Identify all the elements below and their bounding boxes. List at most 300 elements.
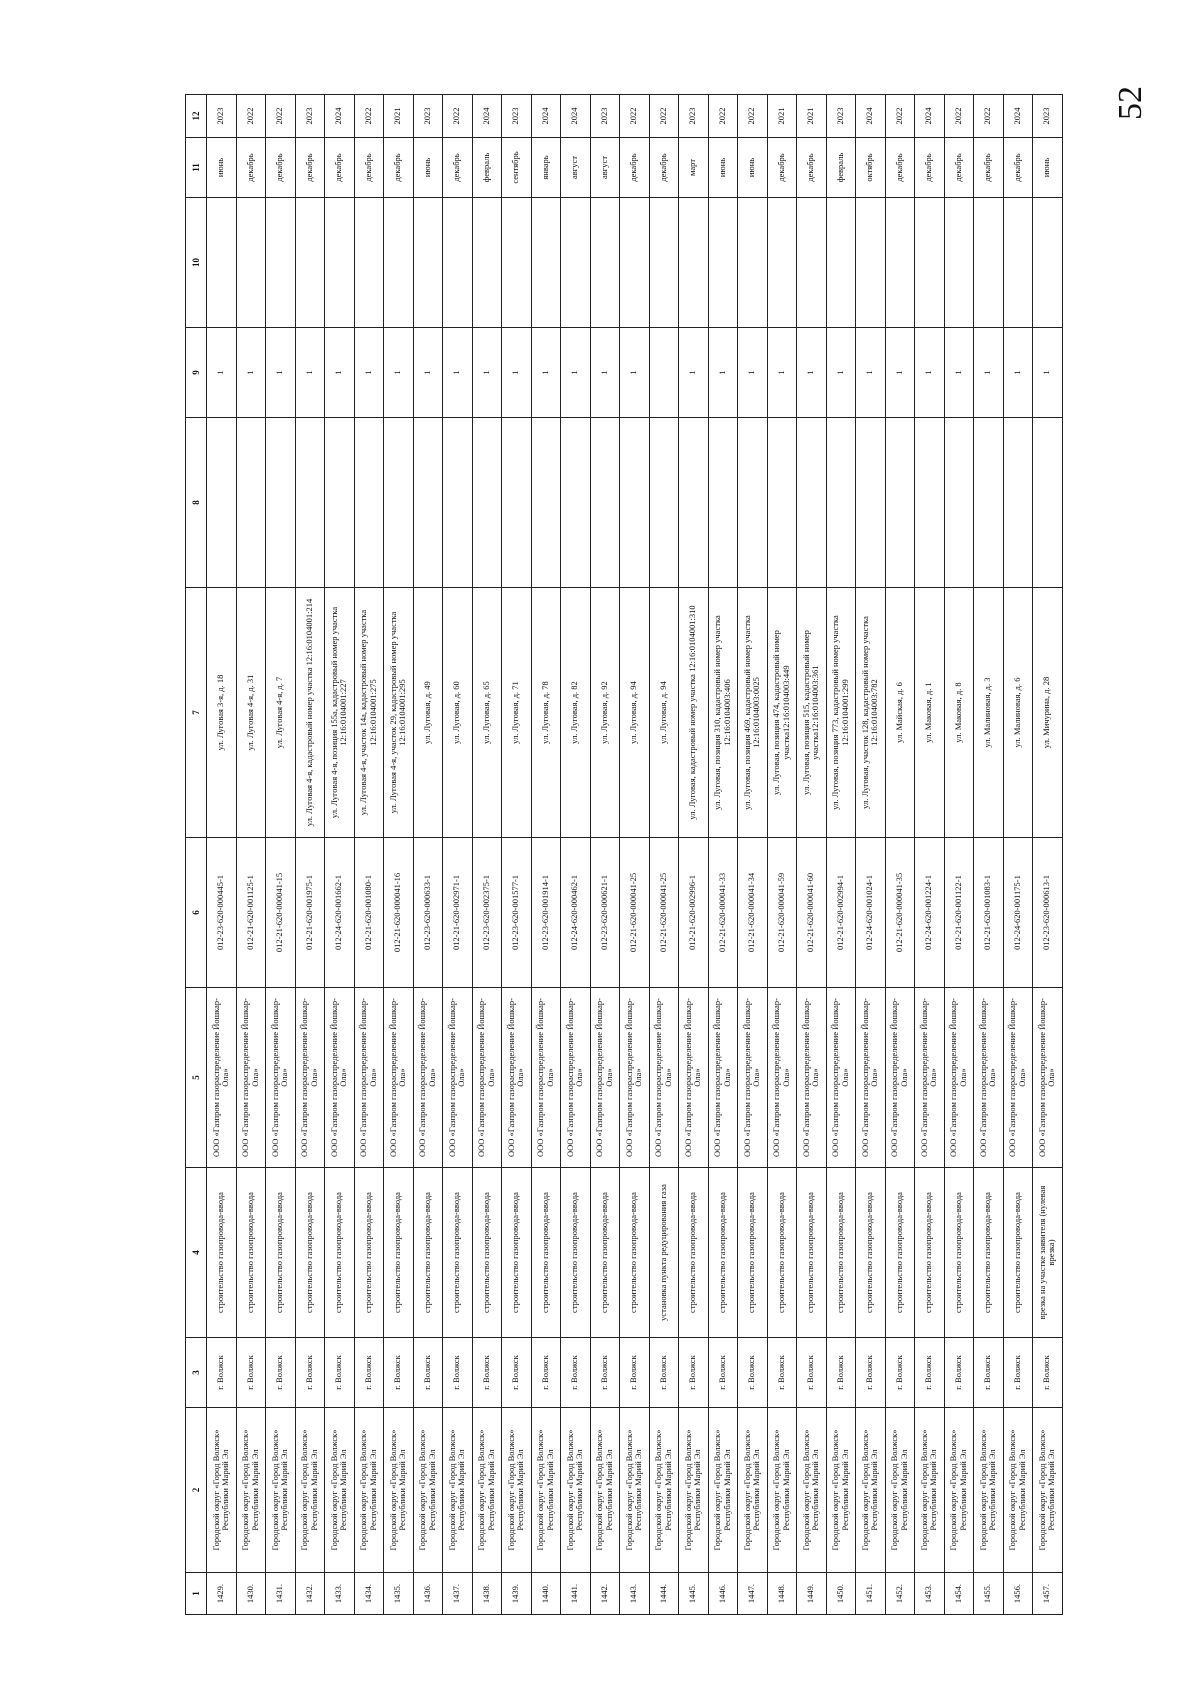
year-cell: 2023 bbox=[590, 95, 620, 138]
work-type-cell: строительство газопровода-ввода bbox=[826, 1168, 856, 1338]
address-cell: ул. Луговая 4-я, кадастровый номер участка 12:16:0104001:214 bbox=[295, 588, 325, 838]
city-cell: г. Волжск bbox=[354, 1338, 384, 1408]
month-cell: август bbox=[590, 138, 620, 198]
col8-cell bbox=[325, 418, 355, 588]
row-number: 1449. bbox=[797, 1573, 827, 1615]
col8-cell bbox=[207, 418, 237, 588]
address-cell: ул. Луговая 4-я, участок 14а, кадастровый номер участка 12:16:0104001:275 bbox=[354, 588, 384, 838]
col10-cell bbox=[472, 198, 502, 328]
year-cell: 2021 bbox=[797, 95, 827, 138]
request-code-cell: 012-23-620-000621-1 bbox=[590, 838, 620, 988]
row-number: 1443. bbox=[620, 1573, 650, 1615]
district-cell: Городской округ «Город Волжск» Республики Марий Эл bbox=[767, 1408, 797, 1573]
request-code-cell: 012-23-620-000613-1 bbox=[1033, 838, 1063, 988]
request-code-cell: 012-21-620-001122-1 bbox=[944, 838, 974, 988]
table-row bbox=[384, 95, 414, 1615]
row-number: 1434. bbox=[354, 1573, 384, 1615]
year-cell: 2022 bbox=[708, 95, 738, 138]
organization-cell: ООО «Газпром газораспределение Йошкар-Ола» bbox=[207, 988, 237, 1168]
address-cell: ул. Луговая, участок 128, кадастровый номер участка 12:16:0104003:782 bbox=[856, 588, 886, 838]
year-cell: 2024 bbox=[856, 95, 886, 138]
month-cell: июнь bbox=[738, 138, 768, 198]
row-number: 1432. bbox=[295, 1573, 325, 1615]
year-cell: 2023 bbox=[826, 95, 856, 138]
district-cell: Городской округ «Город Волжск» Республики Марий Эл bbox=[502, 1408, 532, 1573]
district-cell: Городской округ «Город Волжск» Республики Марий Эл bbox=[295, 1408, 325, 1573]
month-cell: декабрь bbox=[797, 138, 827, 198]
year-cell: 2022 bbox=[649, 95, 679, 138]
district-cell: Городской округ «Город Волжск» Республики Марий Эл bbox=[325, 1408, 355, 1573]
request-code-cell: 012-21-620-002996-1 bbox=[679, 838, 709, 988]
city-cell: г. Волжск bbox=[708, 1338, 738, 1408]
district-cell: Городской округ «Город Волжск» Республики Марий Эл bbox=[236, 1408, 266, 1573]
col10-cell bbox=[325, 198, 355, 328]
col-header: 12 bbox=[186, 95, 207, 138]
organization-cell: ООО «Газпром газораспределение Йошкар-Ола» bbox=[354, 988, 384, 1168]
organization-cell: ООО «Газпром газораспределение Йошкар-Ола» bbox=[915, 988, 945, 1168]
count-cell: 1 bbox=[354, 328, 384, 418]
col10-cell bbox=[354, 198, 384, 328]
col8-cell bbox=[620, 418, 650, 588]
address-cell: ул. Маковая, д. 1 bbox=[915, 588, 945, 838]
count-cell: 1 bbox=[1003, 328, 1033, 418]
year-cell: 2024 bbox=[915, 95, 945, 138]
col8-cell bbox=[443, 418, 473, 588]
count-cell: 1 bbox=[767, 328, 797, 418]
address-cell: ул. Луговая 3-я, д. 18 bbox=[207, 588, 237, 838]
work-type-cell: строительство газопровода-ввода bbox=[708, 1168, 738, 1338]
address-cell: ул. Луговая, д. 82 bbox=[561, 588, 591, 838]
row-number: 1437. bbox=[443, 1573, 473, 1615]
address-cell: ул. Луговая 4-я, д. 31 bbox=[236, 588, 266, 838]
work-type-cell: установка пункта редуцирования газа bbox=[649, 1168, 679, 1338]
address-cell: ул. Маковая, д. 8 bbox=[944, 588, 974, 838]
table-row bbox=[974, 95, 1004, 1615]
month-cell: июнь bbox=[708, 138, 738, 198]
district-cell: Городской округ «Город Волжск» Республики Марий Эл bbox=[679, 1408, 709, 1573]
city-cell: г. Волжск bbox=[885, 1338, 915, 1408]
organization-cell: ООО «Газпром газораспределение Йошкар-Ола» bbox=[620, 988, 650, 1168]
address-cell: ул. Луговая, д. 49 bbox=[413, 588, 443, 838]
table-row bbox=[679, 95, 709, 1615]
col8-cell bbox=[502, 418, 532, 588]
count-cell: 1 bbox=[531, 328, 561, 418]
work-type-cell: строительство газопровода-ввода bbox=[915, 1168, 945, 1338]
address-cell: ул. Луговая, д. 60 bbox=[443, 588, 473, 838]
request-code-cell: 012-21-620-001125-1 bbox=[236, 838, 266, 988]
request-code-cell: 012-23-620-000445-1 bbox=[207, 838, 237, 988]
table-row bbox=[767, 95, 797, 1615]
col10-cell bbox=[502, 198, 532, 328]
row-number: 1444. bbox=[649, 1573, 679, 1615]
col8-cell bbox=[885, 418, 915, 588]
organization-cell: ООО «Газпром газораспределение Йошкар-Ола» bbox=[974, 988, 1004, 1168]
month-cell: март bbox=[679, 138, 709, 198]
city-cell: г. Волжск bbox=[915, 1338, 945, 1408]
address-cell: ул. Луговая 4-я, участок 29, кадастровый номер участка 12:16:0104001:295 bbox=[384, 588, 414, 838]
row-number: 1453. bbox=[915, 1573, 945, 1615]
district-cell: Городской округ «Город Волжск» Республики Марий Эл bbox=[826, 1408, 856, 1573]
col10-cell bbox=[295, 198, 325, 328]
request-code-cell: 012-24-620-001662-1 bbox=[325, 838, 355, 988]
work-type-cell: строительство газопровода-ввода bbox=[354, 1168, 384, 1338]
organization-cell: ООО «Газпром газораспределение Йошкар-Ола» bbox=[649, 988, 679, 1168]
col10-cell bbox=[443, 198, 473, 328]
table-row bbox=[561, 95, 591, 1615]
city-cell: г. Волжск bbox=[856, 1338, 886, 1408]
organization-cell: ООО «Газпром газораспределение Йошкар-Ола» bbox=[679, 988, 709, 1168]
district-cell: Городской округ «Город Волжск» Республики Марий Эл bbox=[472, 1408, 502, 1573]
year-cell: 2022 bbox=[620, 95, 650, 138]
organization-cell: ООО «Газпром газораспределение Йошкар-Ола» bbox=[767, 988, 797, 1168]
col10-cell bbox=[915, 198, 945, 328]
year-cell: 2022 bbox=[885, 95, 915, 138]
table-row bbox=[708, 95, 738, 1615]
district-cell: Городской округ «Город Волжск» Республики Марий Эл bbox=[885, 1408, 915, 1573]
city-cell: г. Волжск bbox=[236, 1338, 266, 1408]
count-cell: 1 bbox=[620, 328, 650, 418]
work-type-cell: строительство газопровода-ввода bbox=[384, 1168, 414, 1338]
year-cell: 2022 bbox=[974, 95, 1004, 138]
table-body bbox=[207, 95, 1063, 1615]
row-number: 1454. bbox=[944, 1573, 974, 1615]
work-type-cell: строительство газопровода-ввода bbox=[443, 1168, 473, 1338]
col10-cell bbox=[826, 198, 856, 328]
month-cell: июнь bbox=[1033, 138, 1063, 198]
year-cell: 2023 bbox=[502, 95, 532, 138]
city-cell: г. Волжск bbox=[590, 1338, 620, 1408]
col10-cell bbox=[590, 198, 620, 328]
col-header: 1 bbox=[186, 1573, 207, 1615]
col10-cell bbox=[266, 198, 296, 328]
count-cell: 1 bbox=[472, 328, 502, 418]
work-type-cell: строительство газопровода-ввода bbox=[502, 1168, 532, 1338]
year-cell: 2021 bbox=[384, 95, 414, 138]
district-cell: Городской округ «Город Волжск» Республики Марий Эл bbox=[649, 1408, 679, 1573]
address-cell: ул. Малиновая, д. 3 bbox=[974, 588, 1004, 838]
organization-cell: ООО «Газпром газораспределение Йошкар-Ола» bbox=[266, 988, 296, 1168]
col8-cell bbox=[1003, 418, 1033, 588]
work-type-cell: строительство газопровода-ввода bbox=[738, 1168, 768, 1338]
work-type-cell: врезка на участке заявителя (нулевая врезка) bbox=[1033, 1168, 1063, 1338]
request-code-cell: 012-24-620-001175-1 bbox=[1003, 838, 1033, 988]
year-cell: 2024 bbox=[325, 95, 355, 138]
month-cell: декабрь bbox=[767, 138, 797, 198]
col8-cell bbox=[915, 418, 945, 588]
row-number: 1430. bbox=[236, 1573, 266, 1615]
month-cell: июнь bbox=[413, 138, 443, 198]
city-cell: г. Волжск bbox=[826, 1338, 856, 1408]
city-cell: г. Волжск bbox=[974, 1338, 1004, 1408]
col8-cell bbox=[413, 418, 443, 588]
col10-cell bbox=[236, 198, 266, 328]
count-cell: 1 bbox=[826, 328, 856, 418]
year-cell: 2023 bbox=[1033, 95, 1063, 138]
table-row bbox=[472, 95, 502, 1615]
work-type-cell: строительство газопровода-ввода bbox=[974, 1168, 1004, 1338]
address-cell: ул. Луговая, позиция 515, кадастровый номер участка12:16:0104003:361 bbox=[797, 588, 827, 838]
work-type-cell: строительство газопровода-ввода bbox=[944, 1168, 974, 1338]
col8-cell bbox=[561, 418, 591, 588]
work-type-cell: строительство газопровода-ввода bbox=[767, 1168, 797, 1338]
table-row bbox=[531, 95, 561, 1615]
row-number: 1452. bbox=[885, 1573, 915, 1615]
col8-cell bbox=[590, 418, 620, 588]
city-cell: г. Волжск bbox=[443, 1338, 473, 1408]
district-cell: Городской округ «Город Волжск» Республики Марий Эл bbox=[944, 1408, 974, 1573]
district-cell: Городской округ «Город Волжск» Республики Марий Эл bbox=[207, 1408, 237, 1573]
month-cell: декабрь bbox=[974, 138, 1004, 198]
work-type-cell: строительство газопровода-ввода bbox=[531, 1168, 561, 1338]
col-header: 11 bbox=[186, 138, 207, 198]
address-cell: ул. Мичурина, д. 28 bbox=[1033, 588, 1063, 838]
organization-cell: ООО «Газпром газораспределение Йошкар-Ола» bbox=[797, 988, 827, 1168]
district-cell: Городской округ «Город Волжск» Республики Марий Эл bbox=[915, 1408, 945, 1573]
row-number: 1447. bbox=[738, 1573, 768, 1615]
row-number: 1440. bbox=[531, 1573, 561, 1615]
month-cell: декабрь bbox=[295, 138, 325, 198]
table-row bbox=[590, 95, 620, 1615]
table-row bbox=[325, 95, 355, 1615]
count-cell: 1 bbox=[738, 328, 768, 418]
month-cell: декабрь bbox=[236, 138, 266, 198]
table-row bbox=[1033, 95, 1063, 1615]
city-cell: г. Волжск bbox=[502, 1338, 532, 1408]
request-code-cell: 012-24-620-001224-1 bbox=[915, 838, 945, 988]
request-code-cell: 012-21-620-002994-1 bbox=[826, 838, 856, 988]
address-cell: ул. Луговая, кадастровый номер участка 12:16:0104001:310 bbox=[679, 588, 709, 838]
city-cell: г. Волжск bbox=[295, 1338, 325, 1408]
col10-cell bbox=[1003, 198, 1033, 328]
district-cell: Городской округ «Город Волжск» Республики Марий Эл bbox=[708, 1408, 738, 1573]
work-type-cell: строительство газопровода-ввода bbox=[620, 1168, 650, 1338]
organization-cell: ООО «Газпром газораспределение Йошкар-Ола» bbox=[826, 988, 856, 1168]
month-cell: декабрь bbox=[649, 138, 679, 198]
month-cell: июнь bbox=[207, 138, 237, 198]
row-number: 1457. bbox=[1033, 1573, 1063, 1615]
city-cell: г. Волжск bbox=[738, 1338, 768, 1408]
month-cell: декабрь bbox=[620, 138, 650, 198]
request-code-cell: 012-24-620-001024-1 bbox=[856, 838, 886, 988]
col8-cell bbox=[679, 418, 709, 588]
col10-cell bbox=[531, 198, 561, 328]
organization-cell: ООО «Газпром газораспределение Йошкар-Ола» bbox=[384, 988, 414, 1168]
request-code-cell: 012-21-620-001080-1 bbox=[354, 838, 384, 988]
address-cell: ул. Луговая, позиция 773, кадастровый номер участка 12:16:0104001:299 bbox=[826, 588, 856, 838]
month-cell: декабрь bbox=[885, 138, 915, 198]
col-header: 3 bbox=[186, 1338, 207, 1408]
address-cell: ул. Майская, д. 6 bbox=[885, 588, 915, 838]
table-row bbox=[797, 95, 827, 1615]
col8-cell bbox=[354, 418, 384, 588]
address-cell: ул. Луговая, д. 94 bbox=[649, 588, 679, 838]
district-cell: Городской округ «Город Волжск» Республики Марий Эл bbox=[974, 1408, 1004, 1573]
request-code-cell: 012-21-620-000041-35 bbox=[885, 838, 915, 988]
col8-cell bbox=[944, 418, 974, 588]
year-cell: 2022 bbox=[738, 95, 768, 138]
organization-cell: ООО «Газпром газораспределение Йошкар-Ола» bbox=[1033, 988, 1063, 1168]
count-cell: 1 bbox=[207, 328, 237, 418]
district-cell: Городской округ «Город Волжск» Республики Марий Эл bbox=[738, 1408, 768, 1573]
col8-cell bbox=[384, 418, 414, 588]
month-cell: февраль bbox=[826, 138, 856, 198]
year-cell: 2024 bbox=[531, 95, 561, 138]
header-row bbox=[186, 95, 207, 1615]
year-cell: 2023 bbox=[207, 95, 237, 138]
district-cell: Городской округ «Город Волжск» Республики Марий Эл bbox=[561, 1408, 591, 1573]
table-row bbox=[885, 95, 915, 1615]
col10-cell bbox=[384, 198, 414, 328]
table-row bbox=[944, 95, 974, 1615]
organization-cell: ООО «Газпром газораспределение Йошкар-Ола» bbox=[856, 988, 886, 1168]
col-header: 8 bbox=[186, 418, 207, 588]
col10-cell bbox=[1033, 198, 1063, 328]
work-type-cell: строительство газопровода-ввода bbox=[561, 1168, 591, 1338]
district-cell: Городской округ «Город Волжск» Республики Марий Эл bbox=[531, 1408, 561, 1573]
col8-cell bbox=[649, 418, 679, 588]
month-cell: август bbox=[561, 138, 591, 198]
table-row bbox=[266, 95, 296, 1615]
organization-cell: ООО «Газпром газораспределение Йошкар-Ола» bbox=[413, 988, 443, 1168]
work-type-cell: строительство газопровода-ввода bbox=[295, 1168, 325, 1338]
district-cell: Городской округ «Город Волжск» Республики Марий Эл bbox=[354, 1408, 384, 1573]
address-cell: ул. Луговая, д. 94 bbox=[620, 588, 650, 838]
work-type-cell: строительство газопровода-ввода bbox=[590, 1168, 620, 1338]
col10-cell bbox=[738, 198, 768, 328]
table-row bbox=[207, 95, 237, 1615]
table-row bbox=[826, 95, 856, 1615]
col10-cell bbox=[620, 198, 650, 328]
city-cell: г. Волжск bbox=[1003, 1338, 1033, 1408]
request-code-cell: 012-21-620-000041-16 bbox=[384, 838, 414, 988]
count-cell: 1 bbox=[236, 328, 266, 418]
table-row bbox=[649, 95, 679, 1615]
city-cell: г. Волжск bbox=[413, 1338, 443, 1408]
row-number: 1446. bbox=[708, 1573, 738, 1615]
district-cell: Городской округ «Город Волжск» Республики Марий Эл bbox=[1033, 1408, 1063, 1573]
district-cell: Городской округ «Город Волжск» Республики Марий Эл bbox=[413, 1408, 443, 1573]
month-cell: февраль bbox=[472, 138, 502, 198]
city-cell: г. Волжск bbox=[325, 1338, 355, 1408]
work-type-cell: строительство газопровода-ввода bbox=[207, 1168, 237, 1338]
organization-cell: ООО «Газпром газораспределение Йошкар-Ола» bbox=[590, 988, 620, 1168]
city-cell: г. Волжск bbox=[797, 1338, 827, 1408]
col8-cell bbox=[797, 418, 827, 588]
row-number: 1455. bbox=[974, 1573, 1004, 1615]
col10-cell bbox=[561, 198, 591, 328]
table-row bbox=[502, 95, 532, 1615]
table-row bbox=[620, 95, 650, 1615]
year-cell: 2024 bbox=[1003, 95, 1033, 138]
table-row bbox=[915, 95, 945, 1615]
count-cell: 1 bbox=[502, 328, 532, 418]
col10-cell bbox=[974, 198, 1004, 328]
city-cell: г. Волжск bbox=[1033, 1338, 1063, 1408]
district-cell: Городской округ «Город Волжск» Республики Марий Эл bbox=[1003, 1408, 1033, 1573]
col10-cell bbox=[708, 198, 738, 328]
col8-cell bbox=[236, 418, 266, 588]
count-cell: 1 bbox=[295, 328, 325, 418]
work-type-cell: строительство газопровода-ввода bbox=[885, 1168, 915, 1338]
col8-cell bbox=[472, 418, 502, 588]
district-cell: Городской округ «Город Волжск» Республики Марий Эл bbox=[590, 1408, 620, 1573]
rotated-table-container bbox=[185, 95, 1065, 1615]
work-type-cell: строительство газопровода-ввода bbox=[236, 1168, 266, 1338]
work-type-cell: строительство газопровода-ввода bbox=[266, 1168, 296, 1338]
work-type-cell: строительство газопровода-ввода bbox=[1003, 1168, 1033, 1338]
year-cell: 2022 bbox=[266, 95, 296, 138]
col-header: 2 bbox=[186, 1408, 207, 1573]
count-cell: 1 bbox=[708, 328, 738, 418]
year-cell: 2022 bbox=[443, 95, 473, 138]
request-code-cell: 012-21-620-000041-15 bbox=[266, 838, 296, 988]
city-cell: г. Волжск bbox=[561, 1338, 591, 1408]
request-code-cell: 012-23-620-001577-1 bbox=[502, 838, 532, 988]
col10-cell bbox=[649, 198, 679, 328]
address-cell: ул. Луговая, д. 92 bbox=[590, 588, 620, 838]
organization-cell: ООО «Газпром газораспределение Йошкар-Ола» bbox=[236, 988, 266, 1168]
row-number: 1439. bbox=[502, 1573, 532, 1615]
row-number: 1456. bbox=[1003, 1573, 1033, 1615]
month-cell: январь bbox=[531, 138, 561, 198]
count-cell: 1 bbox=[413, 328, 443, 418]
organization-cell: ООО «Газпром газораспределение Йошкар-Ола» bbox=[885, 988, 915, 1168]
address-cell: ул. Луговая, позиция 469, кадастровый номер участка 12:16:0104003:0025 bbox=[738, 588, 768, 838]
month-cell: декабрь bbox=[915, 138, 945, 198]
table-row bbox=[295, 95, 325, 1615]
organization-cell: ООО «Газпром газораспределение Йошкар-Ола» bbox=[295, 988, 325, 1168]
col-header: 6 bbox=[186, 838, 207, 988]
address-cell: ул. Луговая, д. 71 bbox=[502, 588, 532, 838]
row-number: 1451. bbox=[856, 1573, 886, 1615]
organization-cell: ООО «Газпром газораспределение Йошкар-Ола» bbox=[472, 988, 502, 1168]
col8-cell bbox=[531, 418, 561, 588]
count-cell: 1 bbox=[974, 328, 1004, 418]
col10-cell bbox=[679, 198, 709, 328]
row-number: 1438. bbox=[472, 1573, 502, 1615]
address-cell: ул. Малиновая, д. 6 bbox=[1003, 588, 1033, 838]
count-cell: 1 bbox=[885, 328, 915, 418]
request-code-cell: 012-21-620-000041-34 bbox=[738, 838, 768, 988]
request-code-cell: 012-21-620-000041-33 bbox=[708, 838, 738, 988]
col10-cell bbox=[885, 198, 915, 328]
work-type-cell: строительство газопровода-ввода bbox=[472, 1168, 502, 1338]
city-cell: г. Волжск bbox=[649, 1338, 679, 1408]
work-type-cell: строительство газопровода-ввода bbox=[856, 1168, 886, 1338]
col-header: 5 bbox=[186, 988, 207, 1168]
table-row bbox=[856, 95, 886, 1615]
row-number: 1441. bbox=[561, 1573, 591, 1615]
year-cell: 2022 bbox=[944, 95, 974, 138]
month-cell: декабрь bbox=[266, 138, 296, 198]
organization-cell: ООО «Газпром газораспределение Йошкар-Ола» bbox=[944, 988, 974, 1168]
year-cell: 2022 bbox=[354, 95, 384, 138]
col8-cell bbox=[295, 418, 325, 588]
address-cell: ул. Луговая, позиция 310, кадастровый номер участка 12:16:0104003:406 bbox=[708, 588, 738, 838]
register-table bbox=[185, 94, 1063, 1615]
count-cell: 1 bbox=[325, 328, 355, 418]
city-cell: г. Волжск bbox=[944, 1338, 974, 1408]
row-number: 1445. bbox=[679, 1573, 709, 1615]
year-cell: 2023 bbox=[413, 95, 443, 138]
request-code-cell: 012-21-620-000041-59 bbox=[767, 838, 797, 988]
year-cell: 2022 bbox=[236, 95, 266, 138]
col10-cell bbox=[207, 198, 237, 328]
request-code-cell: 012-23-620-002375-1 bbox=[472, 838, 502, 988]
city-cell: г. Волжск bbox=[384, 1338, 414, 1408]
address-cell: ул. Луговая, д. 78 bbox=[531, 588, 561, 838]
month-cell: декабрь bbox=[443, 138, 473, 198]
